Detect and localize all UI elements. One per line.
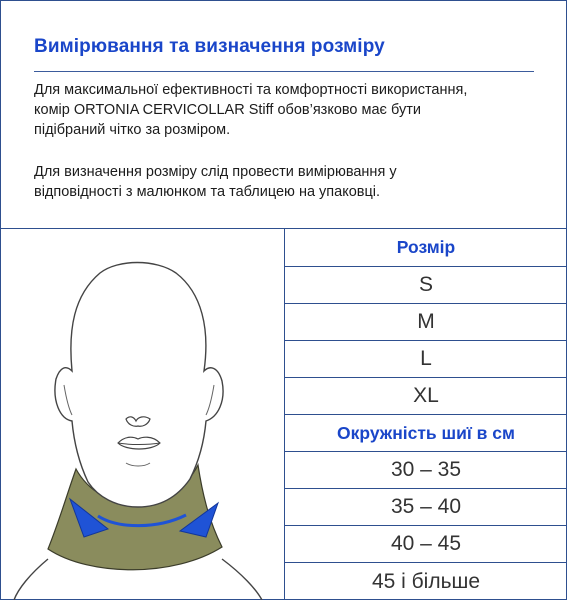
size-cell: XL bbox=[285, 378, 567, 415]
circumference-cell: 45 і більше bbox=[371, 569, 481, 593]
circumference-cell: 35 – 40 bbox=[285, 489, 567, 526]
circumference-cell: 30 – 35 bbox=[285, 452, 567, 489]
size-cell: S bbox=[285, 267, 567, 304]
info-section bbox=[0, 0, 567, 229]
paragraph-measure-line: Для визначення розміру слід провести вимірювання у bbox=[34, 164, 397, 180]
size-header: Розмір bbox=[285, 229, 567, 267]
paragraph-measure-line: відповідності з малюнком та таблицею на упаковці. bbox=[34, 184, 381, 200]
size-cell: M bbox=[285, 304, 567, 341]
paragraph-fit bbox=[34, 80, 534, 140]
circumference-header: Окружність шиї в см bbox=[285, 415, 567, 452]
paragraph-fit-line: підібраний чітко за розміром. bbox=[34, 122, 231, 138]
circumference-cell: 40 – 45 bbox=[285, 526, 567, 563]
shoulder-line-right bbox=[222, 559, 262, 600]
section-title: Вимірювання та визначення розміру bbox=[34, 36, 385, 57]
paragraph-fit-line: комір ORTONIA CERVICOLLAR Stiff обов’язково має бути bbox=[34, 102, 421, 118]
size-table bbox=[285, 229, 567, 600]
size-cell: L bbox=[285, 341, 567, 378]
shoulder-line-left bbox=[14, 559, 48, 600]
title-divider bbox=[34, 71, 534, 72]
paragraph-measure bbox=[34, 162, 534, 202]
head-illustration bbox=[0, 229, 284, 600]
paragraph-fit-line: Для максимальної ефективності та комфортності використання, bbox=[34, 82, 468, 98]
